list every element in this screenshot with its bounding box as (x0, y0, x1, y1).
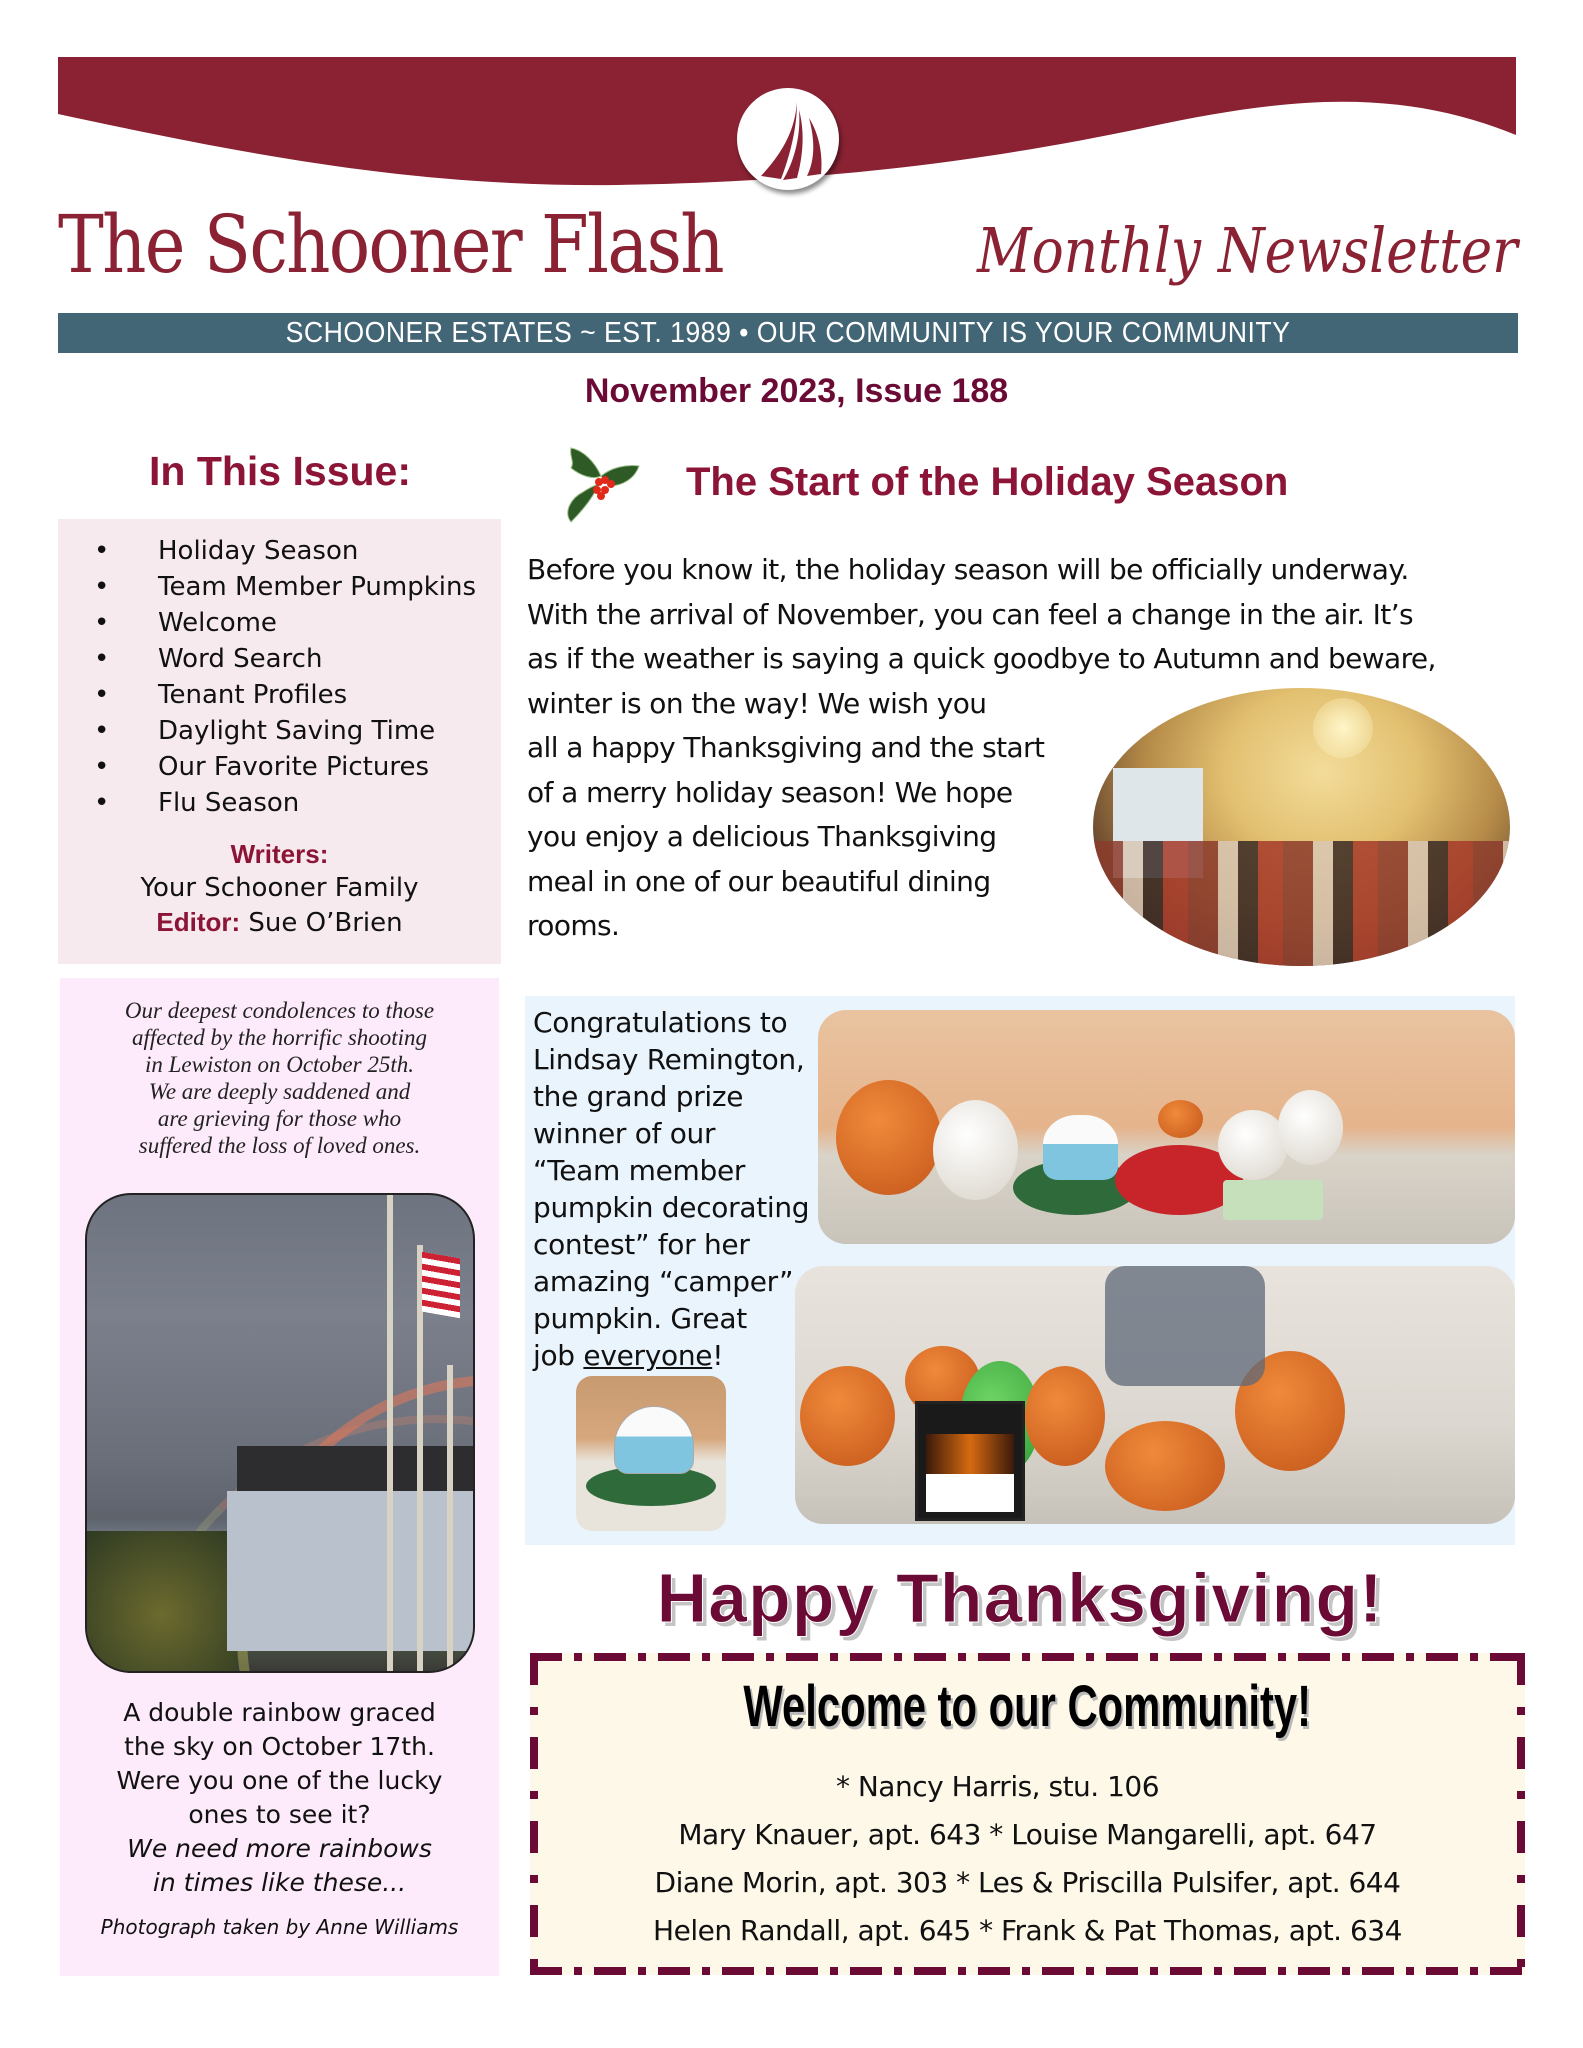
schooner-logo (737, 88, 839, 190)
article-line: winter is on the way! We wish you (527, 686, 987, 720)
toc-item[interactable]: • Welcome (86, 605, 476, 641)
happy-thanksgiving-heading: Happy Thanksgiving! (656, 1559, 1384, 1637)
dash-border (530, 1653, 1525, 1661)
caption-line-italic: We need more rainbows (127, 1834, 432, 1863)
pumpkin-line: Congratulations to (533, 1006, 788, 1039)
condolence-panel (60, 978, 499, 1976)
contest-sign (915, 1401, 1025, 1521)
editor-label: Editor: (156, 907, 241, 937)
condolence-line: suffered the loss of loved ones. (138, 1133, 421, 1158)
rainbow-caption (60, 1696, 499, 1900)
newsletter-title: The Schooner Flash (58, 198, 723, 291)
pumpkin-line: amazing “camper” (533, 1265, 794, 1298)
caption-line-italic: in times like these... (152, 1868, 407, 1897)
resident-line: Helen Randall, apt. 645 * Frank & Pat Thomas, apt. 634 (653, 1914, 1402, 1947)
text-fragment: job (533, 1339, 584, 1372)
toc-item[interactable]: • Daylight Saving Time (86, 713, 476, 749)
sign (1223, 1180, 1323, 1220)
pumpkin-line: pumpkin. Great (533, 1302, 747, 1335)
camper-pumpkin-photo (576, 1376, 726, 1531)
pumpkin-display-photo-1 (818, 1010, 1515, 1244)
underlined-word: everyone (583, 1339, 713, 1372)
toc-item[interactable]: • Team Member Pumpkins (86, 569, 476, 605)
article-line: as if the weather is saying a quick goodbye to Autumn and beware, (527, 642, 1436, 675)
pumpkin-line: pumpkin decorating (533, 1191, 810, 1224)
newsletter-subtitle: Monthly Newsletter (977, 214, 1518, 287)
pumpkin-line: the grand prize (533, 1080, 744, 1113)
article-line: With the arrival of November, you can feel a change in the air. It’s (527, 597, 1413, 631)
new-residents-list (530, 1763, 1525, 1955)
building (227, 1491, 475, 1651)
welcome-panel (530, 1653, 1525, 1975)
pumpkin-contest-section (525, 996, 1515, 1545)
caption-line: ones to see it? (188, 1800, 371, 1829)
pumpkin (836, 1080, 941, 1195)
american-flag (422, 1252, 460, 1319)
article-line: meal in one of our beautiful dining (527, 864, 991, 898)
pumpkin-line: Lindsay Remington, (533, 1043, 805, 1076)
table-of-contents (58, 519, 501, 964)
caption-line: the sky on October 17th. (124, 1732, 435, 1761)
sailboat-icon (737, 88, 839, 190)
dash-border (530, 1967, 1525, 1975)
tagline-text: SCHOONER ESTATES ~ EST. 1989 • OUR COMMUNITY IS YOUR COMMUNITY (285, 317, 1291, 349)
condolence-line: We are deeply saddened and (148, 1079, 411, 1104)
welcome-heading-text: Welcome to our Community! (743, 1674, 1312, 1739)
resident-line: Mary Knauer, apt. 643 * Louise Mangarelli, apt. 647 (678, 1818, 1377, 1851)
editor-value: Sue O’Brien (240, 908, 403, 938)
condolence-line: Our deepest condolences to those (124, 998, 435, 1023)
caption-line: Were you one of the lucky (116, 1766, 443, 1795)
resident-line: Diane Morin, apt. 303 * Les & Priscilla Pulsifer, apt. 644 (654, 1866, 1401, 1899)
welcome-heading (530, 1673, 1525, 1740)
issue-date: November 2023, Issue 188 (584, 372, 1009, 410)
pumpkin (800, 1366, 895, 1466)
article-line: you enjoy a delicious Thanksgiving (527, 820, 997, 853)
resident-line: * Nancy Harris, stu. 106 (835, 1770, 1160, 1803)
dining-room-photo (1093, 688, 1510, 966)
article-line: all a happy Thanksgiving and the start (527, 731, 1045, 764)
pumpkin-display-photo-2 (795, 1266, 1515, 1524)
toc-item[interactable]: • Word Search (86, 641, 476, 677)
camper-pumpkin (1043, 1115, 1118, 1180)
holly-icon (553, 440, 643, 530)
camper-pumpkin (614, 1406, 694, 1474)
pumpkin-line: “Team member (533, 1154, 746, 1187)
condolence-line: are grieving for those who (157, 1106, 402, 1131)
toc-item[interactable]: • Our Favorite Pictures (86, 749, 476, 785)
pumpkin-line: winner of our (533, 1117, 716, 1150)
toc-item[interactable]: • Holiday Season (86, 533, 476, 569)
pumpkin-contest-text (533, 1004, 818, 1374)
flagpole (387, 1195, 393, 1673)
article-title: The Start of the Holiday Season (686, 460, 1289, 504)
double-rainbow-photo (85, 1193, 475, 1673)
scarecrow-pumpkin (933, 1100, 1018, 1200)
in-this-issue-heading: In This Issue: (149, 448, 411, 494)
photo-credit: Photograph taken by Anne Williams (100, 1915, 459, 1939)
writers-value: Your Schooner Family (140, 873, 419, 903)
pumpkin-line: contest” for her (533, 1228, 750, 1261)
writers-label: Writers: (230, 839, 329, 869)
toc-list (86, 533, 476, 821)
toc-item[interactable]: • Tenant Profiles (86, 677, 476, 713)
diners (1093, 841, 1510, 966)
text-fragment: ! (712, 1339, 724, 1372)
credits (58, 837, 501, 940)
article-line: rooms. (527, 909, 620, 942)
condolence-line: affected by the horrific shooting (131, 1025, 428, 1050)
trees (87, 1531, 237, 1671)
chandelier (1313, 698, 1373, 758)
editor-line (58, 905, 501, 940)
caption-line: A double rainbow graced (123, 1698, 436, 1727)
masthead (58, 198, 1518, 298)
flagpole (447, 1365, 453, 1673)
scarecrow-face-pumpkin (1025, 1366, 1105, 1466)
pumpkin-line (533, 1337, 818, 1374)
toc-item[interactable]: • Flu Season (86, 785, 476, 821)
condolence-message (60, 997, 499, 1159)
kraken-decoration (1105, 1266, 1265, 1386)
tagline-bar (58, 313, 1518, 353)
article-line: Before you know it, the holiday season will be officially underway. (527, 553, 1409, 586)
article-line: of a merry holiday season! We hope (527, 775, 1013, 809)
condolence-line: in Lewiston on October 25th. (145, 1052, 414, 1077)
pumpkin (1105, 1421, 1225, 1511)
pig-pumpkin (1278, 1090, 1343, 1165)
pumpkin (1158, 1100, 1203, 1138)
